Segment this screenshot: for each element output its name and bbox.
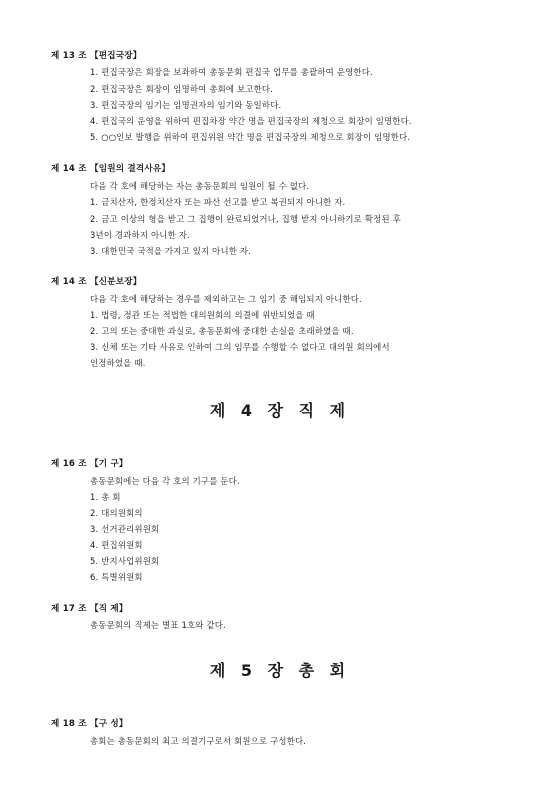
article-18-heading: 제 18 조 【구 성】: [51, 719, 128, 729]
article-14b-intro: 다음 각 호에 해당하는 경우를 제외하고는 그 임기 중 해임되지 아니한다.: [90, 294, 362, 304]
article-13-item-2: 2. 편집국장은 회장이 임명하여 총회에 보고한다.: [90, 84, 274, 94]
article-13-item-5: 5. ○○인보 발행을 위하여 편집위원 약간 명을 편집국장의 제청으로 회장이 임명한다.: [90, 132, 411, 142]
article-13-heading: 제 13 조 【편집국장】: [51, 51, 142, 61]
article-13-item-1: 1. 편집국장은 회장을 보좌하여 총동문회 편집국 업무를 총괄하여 운영한다.: [90, 67, 373, 77]
article-14b-item-3-cont: 인정하였을 때.: [90, 358, 146, 368]
article-16-item-6: 6. 특별위원회: [90, 572, 143, 582]
article-17-text: 총동문회의 직제는 별표 1호와 같다.: [90, 620, 226, 630]
article-16-item-2: 2. 대의원회의: [90, 508, 143, 518]
article-13-item-3: 3. 편집국장의 임기는 임명권자의 임기와 동일하다.: [90, 100, 282, 110]
article-13-item-4: 4. 편집국의 운영을 위하여 편집차장 약간 명을 편집국장의 제청으로 회장이 임명한다.: [90, 116, 412, 126]
article-16-item-3: 3. 선거관리위원회: [90, 524, 160, 534]
article-16-item-5: 5. 반지사업위원회: [90, 556, 160, 566]
article-14a-item-3: 3. 대한민국 국적을 가지고 있지 아니한 자.: [90, 246, 252, 256]
article-18-text: 총회는 총동문회의 최고 의결기구로서 회원으로 구성한다.: [90, 736, 307, 746]
article-14b-item-1: 1. 법령, 정관 또는 적법한 대의원회의 의결에 위반되었을 때: [90, 310, 315, 320]
article-16-item-1: 1. 총 회: [90, 492, 121, 502]
article-16-item-4: 4. 편집위원회: [90, 540, 143, 550]
article-14a-item-1: 1. 금치산자, 한정치산자 또는 파산 선고를 받고 복권되지 아니한 자.: [90, 197, 346, 207]
article-14b-item-3: 3. 신체 또는 기타 사유로 인하여 그의 임무를 수행할 수 없다고 대의원 회의에서: [90, 342, 390, 352]
article-17-heading: 제 17 조 【직 제】: [51, 604, 128, 614]
article-14a-item-2-cont: 3년이 경과하지 아니한 자.: [90, 230, 190, 240]
article-16-heading: 제 16 조 【기 구】: [51, 459, 128, 469]
chapter-5-title: 제 5 장 총 회: [209, 661, 351, 680]
article-14a-intro: 다음 각 호에 해당하는 자는 총동문회의 임원이 될 수 없다.: [90, 181, 310, 191]
article-16-intro: 총동문회에는 다음 각 호의 기구를 둔다.: [90, 476, 240, 486]
article-14a-heading: 제 14 조 【임원의 결격사유】: [51, 164, 171, 174]
chapter-4-title: 제 4 장 직 제: [209, 401, 351, 420]
article-14a-item-2: 2. 금고 이상의 형을 받고 그 집행이 완료되었거나, 집행 받지 아니하기로 확정된 후: [90, 214, 401, 224]
article-14b-heading: 제 14 조 【신분보장】: [51, 277, 142, 287]
article-14b-item-2: 2. 고의 또는 중대한 과실로, 총동문회에 중대한 손실을 초래하였을 때.: [90, 326, 354, 336]
